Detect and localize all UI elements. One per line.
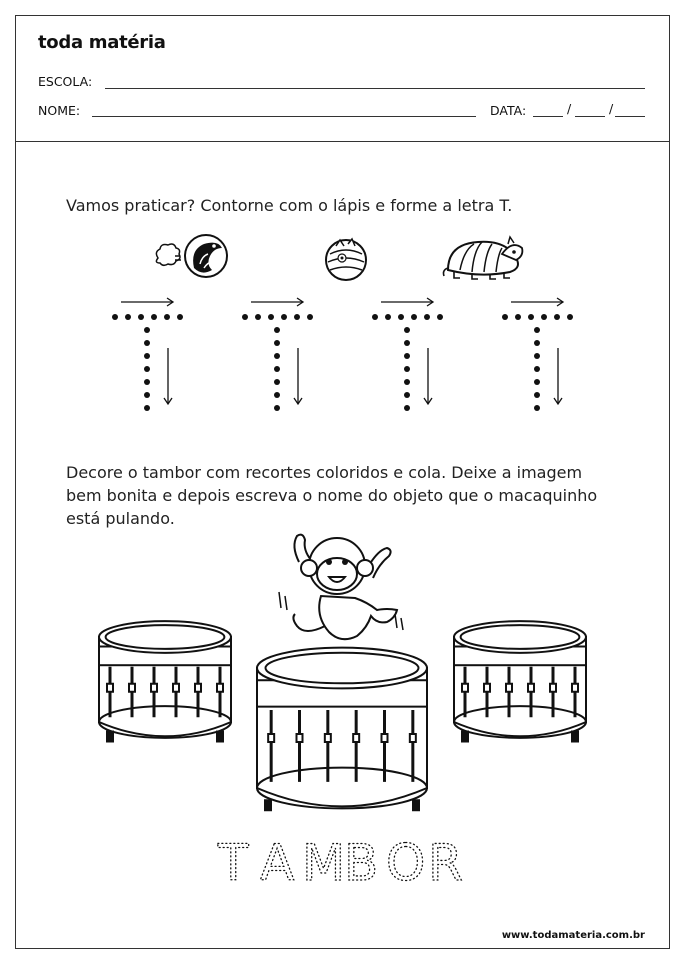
dotted-letter: R [428,834,463,892]
activity2-instruction-line1: Decore o tambor com recortes coloridos e cola. Deixe a imagem [66,463,583,482]
name-label: NOME: [38,103,81,118]
brand-logo: toda matéria [38,32,166,53]
school-label: ESCOLA: [38,74,93,89]
date-label: DATA: [490,103,527,118]
dotted-letter: M [302,834,346,892]
date-separator: / [567,101,572,116]
dotted-letter: T [218,834,249,892]
activity2-instruction-line2: bem bonita e depois escreva o nome do objeto que o macaquinho [66,486,598,505]
date-separator: / [609,101,614,116]
dotted-letter: A [260,834,295,892]
footer-url: www.todamateria.com.br [501,930,645,941]
activity1-instruction: Vamos praticar? Contorne com o lápis e forme a letra T. [66,196,513,215]
dotted-word[interactable] [217,834,463,892]
dotted-letter: B [344,834,379,892]
dotted-letter: O [386,834,426,892]
activity2-instruction-line3: está pulando. [66,509,175,528]
